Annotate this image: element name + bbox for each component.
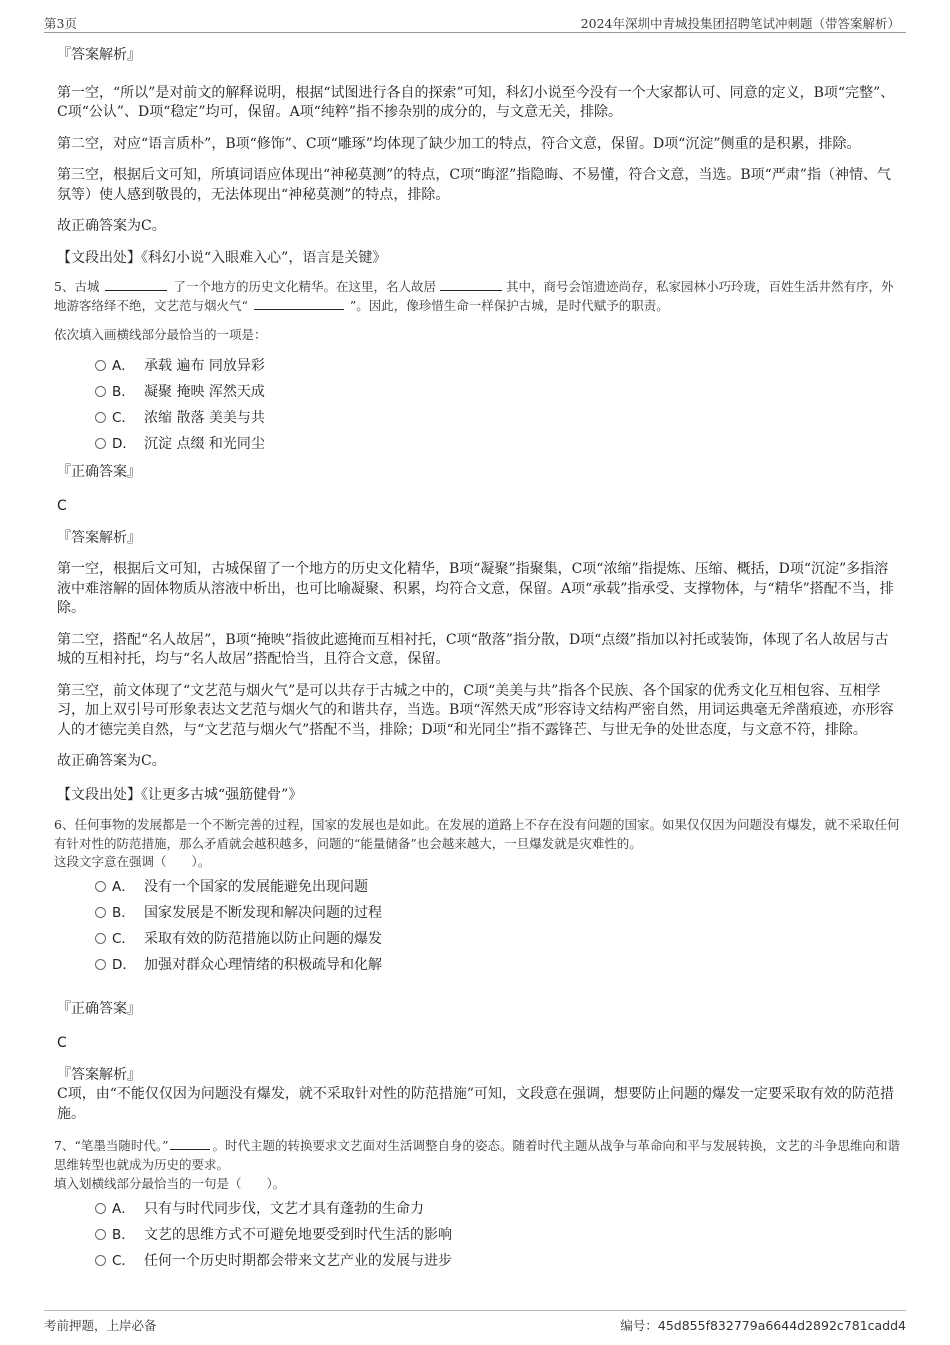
option-text: 任何一个历史时期都会带来文艺产业的发展与进步 <box>144 1253 452 1269</box>
q5-stem-part4: ”。因此，像珍惜生命一样保护古城，是时代赋予的职责。 <box>349 298 669 313</box>
q5-analysis-p3: 第三空，前文体现了“文艺范与烟火气”是可以共存于古城之中的，C项“美美与共”指各个民族、各个国家的优秀文化互相包容、互相学习，加上双引号可形象表达文艺范与烟火气的和谐共存，当选。B项“浑然天成”形容诗文结构严密自然，用词运典毫无斧凿痕迹，亦形容人的才德完美自然，与“文艺范与烟火气”搭配不当，排除；D项“和光同尘”指不露锋芒、与世无争的处世态度，与文意不符，排除。 <box>57 682 894 738</box>
q4-analysis-p3: 第三空，根据后文可知，所填词语应体现出“神秘莫测”的特点，C项“晦涩”指隐晦、不易懂，符合文意，当选。B项“严肃”指（神情、气氛等）使人感到敬畏的，无法体现出“神秘莫测”的特点，排除。 <box>57 167 891 203</box>
option-letter: D． <box>112 436 136 452</box>
q6-prompt: 这段文字意在强调（ ）。 <box>54 854 211 869</box>
q5-analysis-heading: 『答案解析』 <box>57 529 141 546</box>
q5-blank-3 <box>254 297 344 310</box>
radio-icon[interactable] <box>95 386 106 397</box>
option-letter: D． <box>112 957 136 973</box>
q6-answer-heading: 『正确答案』 <box>57 1001 141 1017</box>
q6-option-a[interactable] <box>95 874 900 900</box>
q6-answer: C <box>57 1034 67 1051</box>
radio-icon[interactable] <box>95 1203 106 1214</box>
radio-icon[interactable] <box>95 438 106 449</box>
q7-blank <box>170 1137 210 1150</box>
option-text: 采取有效的防范措施以防止问题的爆发 <box>144 931 382 947</box>
option-letter: B． <box>112 905 135 921</box>
option-text: 沉淀 点缀 和光同尘 <box>144 436 265 452</box>
option-letter: C． <box>112 410 135 426</box>
option-letter: A． <box>112 1201 135 1217</box>
q4-analysis-heading: 『答案解析』 <box>57 47 141 63</box>
q7-option-c[interactable] <box>95 1248 900 1274</box>
document-code-value: 45d855f832779a6644d2892c781cadd4 <box>657 1318 906 1333</box>
document-code <box>620 1316 906 1334</box>
document-title: 2024年深圳中青城投集团招聘笔试冲刺题（带答案解析） <box>580 16 900 31</box>
page-footer <box>44 1310 906 1335</box>
radio-icon[interactable] <box>95 959 106 970</box>
radio-icon[interactable] <box>95 360 106 371</box>
q5-conclusion: 故正确答案为C。 <box>57 753 166 769</box>
q5-stem-part3: 其中，商号会馆遗迹尚存，私家园林小巧玲珑，百姓生活井然有序，外地游客络绎不绝，文艺范与烟火气“ <box>54 279 894 313</box>
q5-option-c[interactable] <box>95 405 900 431</box>
q6-stem: 6、任何事物的发展都是一个不断完善的过程，国家的发展也是如此。在发展的道路上不存在没有问题的国家。如果仅仅因为问题没有爆发，就不采取任何有针对性的防范措施，那么矛盾就会越积越多，问题的“能量储备”也会越来越大，一旦爆发就是灾难性的。 <box>54 817 900 851</box>
radio-icon[interactable] <box>95 1255 106 1266</box>
q7-option-a[interactable] <box>95 1196 900 1222</box>
q5-blank-1 <box>105 278 167 291</box>
option-letter: A． <box>112 358 135 374</box>
option-text: 只有与时代同步伐，文艺才具有蓬勃的生命力 <box>144 1201 424 1217</box>
q4-conclusion: 故正确答案为C。 <box>57 218 166 234</box>
q7-prompt: 填入划横线部分最恰当的一句是（ ）。 <box>54 1176 286 1191</box>
option-letter: C． <box>112 931 135 947</box>
q7-options <box>57 1196 900 1274</box>
q6-option-b[interactable] <box>95 900 900 926</box>
q5-analysis-p2: 第二空，搭配“名人故居”，B项“掩映”指彼此遮掩而互相衬托，C项“散落”指分散，D项“点缀”指加以衬托或装饰，体现了名人故居与古城的互相衬托，均与“名人故居”搭配恰当，且符合文意，保留。 <box>57 631 889 667</box>
option-letter: C． <box>112 1253 135 1269</box>
q5-option-d[interactable] <box>95 431 900 457</box>
q6-analysis-heading: 『答案解析』 <box>57 1066 141 1083</box>
q5-stem-part2: 了一个地方的历史文化精华。在这里，名人故居 <box>173 279 436 294</box>
q5-answer-heading: 『正确答案』 <box>57 464 141 480</box>
radio-icon[interactable] <box>95 933 106 944</box>
radio-icon[interactable] <box>95 907 106 918</box>
option-letter: B． <box>112 1227 135 1243</box>
q7-stem-part2: 。时代主题的转换要求文艺面对生活调整自身的姿态。随着时代主题从战争与革命向和平与发展转换，文艺的斗争思维向和谐思维转型也就成为历史的要求。 <box>54 1138 900 1172</box>
radio-icon[interactable] <box>95 1229 106 1240</box>
q5-option-a[interactable] <box>95 353 900 379</box>
q6-option-c[interactable] <box>95 926 900 952</box>
option-text: 加强对群众心理情绪的积极疏导和化解 <box>144 957 382 973</box>
option-letter: A． <box>112 879 135 895</box>
document-code-label: 编号： <box>620 1318 658 1333</box>
q5-options <box>57 353 900 457</box>
page-number: 第3页 <box>44 16 77 31</box>
q7-stem-part1: 7、“笔墨当随时代。” <box>54 1138 169 1153</box>
option-text: 文艺的思维方式不可避免地要受到时代生活的影响 <box>144 1227 452 1243</box>
q7-option-b[interactable] <box>95 1222 900 1248</box>
q5-blank-2 <box>440 278 502 291</box>
q5-analysis-p1: 第一空，根据后文可知，古城保留了一个地方的历史文化精华，B项“凝聚”指聚集，C项“浓缩”指提炼、压缩、概括，D项“沉淀”多指溶液中难溶解的固体物质从溶液中析出，也可比喻凝聚、积累，均符合文意，保留。A项“承载”指承受、支撑物体，与“精华”搭配不当，排除。 <box>57 561 894 616</box>
q5-stem <box>54 277 900 315</box>
q7-stem <box>54 1136 900 1174</box>
footer-slogan: 考前押题，上岸必备 <box>44 1318 157 1333</box>
q5-option-b[interactable] <box>95 379 900 405</box>
radio-icon[interactable] <box>95 881 106 892</box>
q5-source: 【文段出处】《让更多古城“强筋健骨”》 <box>57 786 303 803</box>
page-header <box>44 12 906 33</box>
q5-answer: C <box>57 497 67 514</box>
option-text: 凝聚 掩映 浑然天成 <box>144 384 265 400</box>
q5-stem-part1: 5、古城 <box>54 279 100 294</box>
q6-options <box>57 874 900 978</box>
option-letter: B． <box>112 384 135 400</box>
option-text: 国家发展是不断发现和解决问题的过程 <box>144 905 382 921</box>
q4-analysis-p2: 第二空，对应“语言质朴”，B项“修饰”、C项“雕琢”均体现了缺少加工的特点，符合文意，保留。D项“沉淀”侧重的是积累，排除。 <box>57 135 861 152</box>
page-content <box>54 42 900 1274</box>
q4-source: 【文段出处】《科幻小说“入眼难入心”，语言是关键》 <box>57 249 387 266</box>
radio-icon[interactable] <box>95 412 106 423</box>
q6-option-d[interactable] <box>95 952 900 978</box>
option-text: 没有一个国家的发展能避免出现问题 <box>144 879 368 895</box>
option-text: 浓缩 散落 美美与共 <box>144 410 265 426</box>
q6-analysis: C项，由“不能仅仅因为问题没有爆发，就不采取针对性的防范措施”可知，文段意在强调，想要防止问题的爆发一定要采取有效的防范措施。 <box>57 1086 895 1122</box>
q5-prompt: 依次填入画横线部分最恰当的一项是： <box>54 327 267 342</box>
q4-analysis-p1: 第一空，“所以”是对前文的解释说明，根据“试图进行各自的探索”可知，科幻小说至今没有一个大家都认可、同意的定义，B项“完整”、C项“公认”、D项“稳定”均可，保留。A项“纯粹”指不掺杂别的成分的，与文意无关，排除。 <box>57 84 895 120</box>
option-text: 承载 遍布 同放异彩 <box>144 358 265 374</box>
